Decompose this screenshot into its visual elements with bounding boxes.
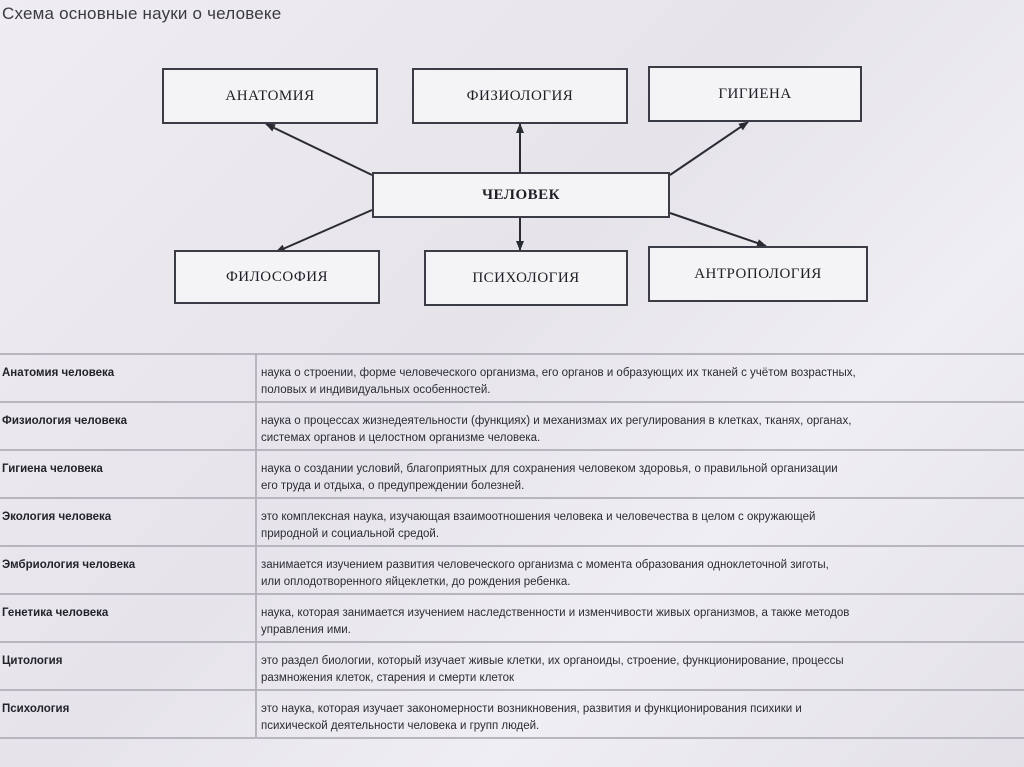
definition-line: наука о создании условий, благоприятных для сохранения человеком здоровья, о правильной организации bbox=[261, 463, 838, 475]
term-cell: Экология человека bbox=[0, 498, 256, 546]
box-anthropology: АНТРОПОЛОГИЯ bbox=[648, 246, 868, 302]
definitions-table bbox=[0, 353, 1024, 739]
definition-cell bbox=[256, 354, 1024, 402]
arrow-to-philosophy bbox=[276, 210, 372, 252]
term-cell: Физиология человека bbox=[0, 402, 256, 450]
table-row bbox=[0, 690, 1024, 738]
definition-line: размножения клеток, старения и смерти клеток bbox=[261, 672, 515, 684]
term-cell: Анатомия человека bbox=[0, 354, 256, 402]
table-row bbox=[0, 402, 1024, 450]
table-row bbox=[0, 594, 1024, 642]
term-cell: Эмбриология человека bbox=[0, 546, 256, 594]
box-human: ЧЕЛОВЕК bbox=[372, 172, 670, 218]
definition-cell bbox=[256, 402, 1024, 450]
definition-cell bbox=[256, 546, 1024, 594]
definition-line: или оплодотворенного яйцеклетки, до рождения ребенка. bbox=[261, 576, 571, 588]
sciences-diagram bbox=[0, 0, 1024, 340]
term-cell: Гигиена человека bbox=[0, 450, 256, 498]
box-psychology: ПСИХОЛОГИЯ bbox=[424, 250, 628, 306]
definition-line: это комплексная наука, изучающая взаимоотношения человека и человечества в целом с окружающей bbox=[261, 511, 816, 523]
definition-cell bbox=[256, 642, 1024, 690]
definition-line: наука о процессах жизнедеятельности (функциях) и механизмах их регулирования в клетках, тканях, органах, bbox=[261, 415, 852, 427]
definition-line: системах органов и целостном организме человека. bbox=[261, 432, 541, 444]
definition-line: наука, которая занимается изучением наследственности и изменчивости живых организмов, а также методов bbox=[261, 607, 850, 619]
term-cell: Генетика человека bbox=[0, 594, 256, 642]
definition-line: половых и индивидуальных особенностей. bbox=[261, 384, 491, 396]
definition-line: наука о строении, форме человеческого организма, его органов и образующих их тканей с учётом возрастных, bbox=[261, 367, 856, 379]
definition-line: это раздел биологии, который изучает живые клетки, их органоиды, строение, функционирование, процессы bbox=[261, 655, 844, 667]
table-row bbox=[0, 642, 1024, 690]
definition-line: занимается изучением развития человеческого организма с момента образования одноклеточной зиготы, bbox=[261, 559, 829, 571]
table-row bbox=[0, 498, 1024, 546]
term-cell: Психология bbox=[0, 690, 256, 738]
table-row bbox=[0, 546, 1024, 594]
definition-line: природной и социальной средой. bbox=[261, 528, 440, 540]
arrow-to-anthropology bbox=[670, 213, 766, 246]
term-cell: Цитология bbox=[0, 642, 256, 690]
box-physiology: ФИЗИОЛОГИЯ bbox=[412, 68, 628, 124]
definition-cell bbox=[256, 450, 1024, 498]
definition-line: его труда и отдыха, о предупреждении болезней. bbox=[261, 480, 525, 492]
definition-cell bbox=[256, 594, 1024, 642]
table-row bbox=[0, 450, 1024, 498]
arrow-to-hygiene bbox=[670, 122, 748, 175]
page-title: Схема основные науки о человеке bbox=[2, 4, 282, 23]
definition-cell bbox=[256, 498, 1024, 546]
definition-line: управления ими. bbox=[261, 624, 351, 636]
arrow-to-anatomy bbox=[266, 124, 372, 175]
box-anatomy: АНАТОМИЯ bbox=[162, 68, 378, 124]
definition-cell bbox=[256, 690, 1024, 738]
definition-line: это наука, которая изучает закономерности возникновения, развития и функционирования психики и bbox=[261, 703, 802, 715]
box-philosophy: ФИЛОСОФИЯ bbox=[174, 250, 380, 304]
box-hygiene: ГИГИЕНА bbox=[648, 66, 862, 122]
definition-line: психической деятельности человека и групп людей. bbox=[261, 720, 540, 732]
table-row bbox=[0, 354, 1024, 402]
